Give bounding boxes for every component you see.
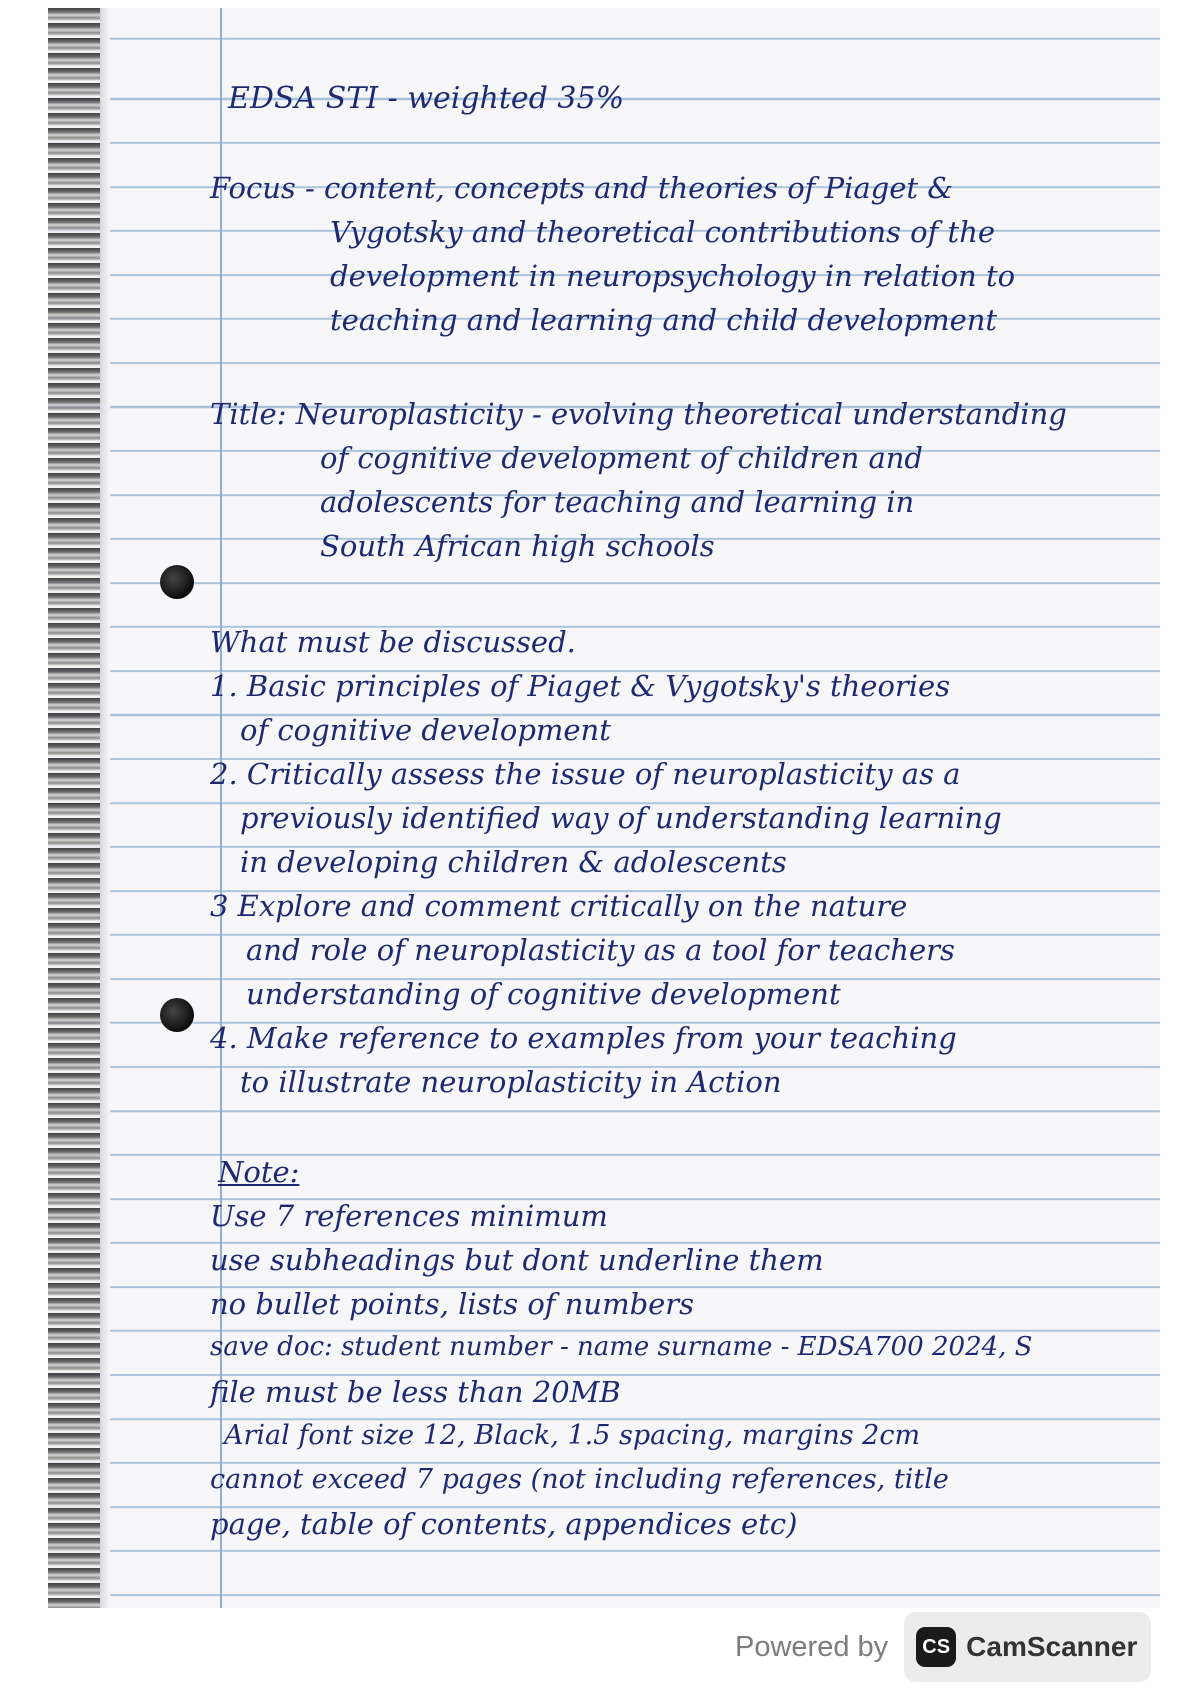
- punch-hole: [160, 998, 194, 1032]
- discuss-heading: What must be discussed.: [210, 625, 576, 659]
- discuss-item: 1. Basic principles of Piaget & Vygotsky's theories: [210, 669, 951, 703]
- note-item: save doc: student number - name surname - EDSA700 2024, S: [210, 1332, 1033, 1362]
- note-item: Use 7 references minimum: [210, 1199, 608, 1233]
- scanner-watermark: [735, 1612, 1151, 1682]
- discuss-item: in developing children & adolescents: [240, 845, 787, 879]
- note-heading: Note:: [218, 1155, 300, 1189]
- discuss-item: 3 Explore and comment critically on the nature: [210, 889, 908, 923]
- notebook-page: [48, 8, 1160, 1608]
- focus-line: development in neuropsychology in relation to: [330, 259, 1016, 293]
- spiral-shadow: [100, 8, 110, 1608]
- discuss-item: and role of neuroplasticity as a tool for teachers: [246, 933, 955, 967]
- discuss-item: understanding of cognitive development: [246, 977, 841, 1011]
- note-item: no bullet points, lists of numbers: [210, 1287, 695, 1321]
- title-line: of cognitive development of children and: [320, 441, 923, 475]
- discuss-item: 4. Make reference to examples from your teaching: [210, 1021, 957, 1055]
- note-item: page, table of contents, appendices etc): [210, 1507, 798, 1541]
- note-item: Arial font size 12, Black, 1.5 spacing, margins 2cm: [224, 1420, 921, 1451]
- camscanner-badge: [904, 1612, 1151, 1682]
- title-line: Title: Neuroplasticity - evolving theoretical understanding: [210, 397, 1067, 431]
- title-line: South African high schools: [320, 529, 715, 563]
- discuss-item: previously identified way of understanding learning: [240, 801, 1002, 835]
- title-line: adolescents for teaching and learning in: [320, 485, 915, 519]
- discuss-item: of cognitive development: [240, 713, 611, 747]
- discuss-item: to illustrate neuroplasticity in Action: [240, 1065, 782, 1099]
- note-item: cannot exceed 7 pages (not including references, title: [210, 1464, 949, 1495]
- powered-by-label: Powered by: [735, 1630, 889, 1663]
- discuss-item: 2. Critically assess the issue of neuroplasticity as a: [210, 757, 961, 791]
- note-item: use subheadings but dont underline them: [210, 1243, 824, 1277]
- spiral-binding: [48, 8, 100, 1608]
- camscanner-logo-icon: CS: [916, 1627, 956, 1667]
- margin-line: [220, 8, 222, 1608]
- punch-hole: [160, 565, 194, 599]
- notes-heading: EDSA STI - weighted 35%: [228, 81, 625, 116]
- focus-line: Focus - content, concepts and theories of Piaget &: [210, 171, 954, 205]
- focus-line: teaching and learning and child development: [330, 303, 998, 337]
- note-item: file must be less than 20MB: [210, 1375, 621, 1409]
- camscanner-brand: CamScanner: [966, 1631, 1138, 1662]
- focus-line: Vygotsky and theoretical contributions of the: [330, 215, 996, 249]
